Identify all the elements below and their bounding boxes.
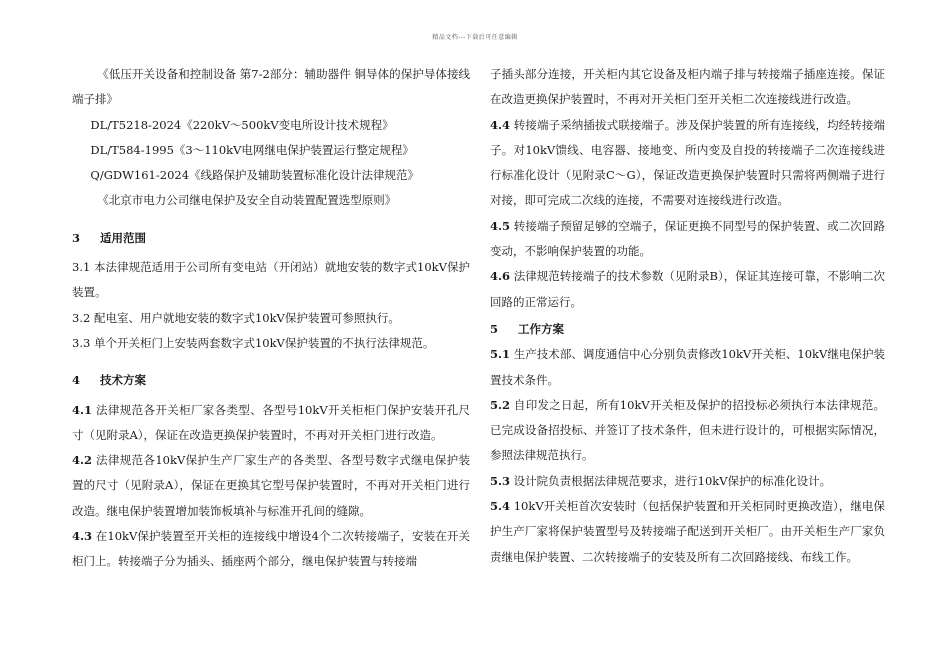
clause xyxy=(490,264,885,315)
clause-text: 转接端子采纳插拔式联接端子。涉及保护装置的所有连接线，均经转接端子。对10kV馈线、电容器、接地变、所内变及自投的转接端子二次连接线进行标准化设计（见附录C～G），保证改造更换保护装置时只需将两侧端子进行对接，即可完成二次线的连接，不需要对连接线进行改造。 xyxy=(490,117,885,208)
clause-number: 4.1 xyxy=(72,402,93,417)
clause-text: 自印发之日起，所有10kV开关柜及保护的招投标必须执行本法律规范。已完成设备招投标、并签订了技术条件，但未进行设计的，可根据实际情况，参照法律规范执行。 xyxy=(490,397,885,463)
reference-item: DL/T584-1995《3～110kV电网继电保护装置运行整定规程》 xyxy=(90,142,414,157)
clause-number: 5.4 xyxy=(490,499,511,514)
clause-text: 法律规范各10kV保护生产厂家生产的各类型、各型号数字式继电保护装置的尺寸（见附录A），保证在更换其它型号保护装置时，不再对开关柜门进行改造。继电保护装置增加装饰板填补与标准开孔间的缝隙。 xyxy=(72,453,470,518)
section-number: 3 xyxy=(72,230,81,245)
clause: 3.3 单个开关柜门上安装两套数字式10kV保护装置的不执行法律规范。 xyxy=(72,335,435,350)
section-title: 工作方案 xyxy=(518,321,564,336)
section-heading-5 xyxy=(490,317,885,342)
section-heading-3 xyxy=(72,226,470,251)
clause xyxy=(490,494,885,570)
clause-number: 4.4 xyxy=(490,117,511,132)
reference-item: DL/T5218-2024《220kV～500kV变电所设计技术规程》 xyxy=(90,117,394,132)
clause xyxy=(490,469,885,494)
clause xyxy=(490,214,885,265)
reference-item: 《低压开关设备和控制设备 第7-2部分：辅助器件 铜导体的保护导体接线端子排》 xyxy=(72,67,470,107)
clause-number: 4.3 xyxy=(72,529,93,544)
clause-number: 4.5 xyxy=(490,218,511,233)
clause xyxy=(72,398,470,449)
clause xyxy=(490,393,885,469)
right-column xyxy=(490,62,885,570)
left-column xyxy=(72,62,470,575)
clause-number: 5.2 xyxy=(490,397,511,412)
clause-text: 法律规范各开关柜厂家各类型、各型号10kV开关柜柜门保护安装开孔尺寸（见附录A），保证在改造更换保护装置时，不再对开关柜门进行改造。 xyxy=(72,402,470,442)
clause xyxy=(72,448,470,524)
clause-text: 在10kV保护装置至开关柜的连接线中增设4个二次转接端子，安装在开关柜门上。转接端子分为插头、插座两个部分，继电保护装置与转接端 xyxy=(72,529,470,569)
clause-number: 5.3 xyxy=(490,473,511,488)
clause-text: 法律规范转接端子的技术参数（见附录B），保证其连接可靠，不影响二次回路的正常运行。 xyxy=(490,269,885,309)
clause-text: 转接端子预留足够的空端子，保证更换不同型号的保护装置、或二次回路变动，不影响保护装置的功能。 xyxy=(490,218,885,259)
clause xyxy=(490,113,885,214)
clause-continuation: 子插头部分连接，开关柜内其它设备及柜内端子排与转接端子插座连接。保证在改造更换保护装置时，不再对开关柜门至开关柜二次连接线进行改造。 xyxy=(490,67,885,107)
clause-text: 生产技术部、调度通信中心分别负责修改10kV开关柜、10kV继电保护装置技术条件。 xyxy=(490,347,885,387)
clause: 3.2 配电室、用户就地安装的数字式10kV保护装置可参照执行。 xyxy=(72,310,400,325)
clause-number: 4.2 xyxy=(72,453,93,468)
clause-number: 4.6 xyxy=(490,269,511,284)
clause-text: 设计院负责根据法律规范要求，进行10kV保护的标准化设计。 xyxy=(510,473,832,488)
clause-number: 5.1 xyxy=(490,347,511,362)
section-number: 4 xyxy=(72,373,81,388)
page-header: 精品文档---下载后可任意编辑 xyxy=(432,34,518,41)
section-heading-4 xyxy=(72,368,470,393)
section-title: 技术方案 xyxy=(100,373,146,388)
section-number: 5 xyxy=(490,321,499,336)
clause: 3.1 本法律规范适用于公司所有变电站（开闭站）就地安装的数字式10kV保护装置。 xyxy=(72,260,470,300)
clause xyxy=(72,524,470,575)
clause-text: 10kV开关柜首次安装时（包括保护装置和开关柜同时更换改造），继电保护生产厂家将保护装置型号及转接端子配送到开关柜厂。由开关柜生产厂家负责继电保护装置、二次转接端子的安装及所有二次回路接线、布线工作。 xyxy=(490,499,885,564)
reference-item: Q/GDW161-2024《线路保护及辅助装置标准化设计法律规范》 xyxy=(90,168,420,183)
reference-item: 《北京市电力公司继电保护及安全自动装置配置选型原则》 xyxy=(97,193,397,208)
clause xyxy=(490,342,885,393)
section-title: 适用范围 xyxy=(100,230,146,245)
